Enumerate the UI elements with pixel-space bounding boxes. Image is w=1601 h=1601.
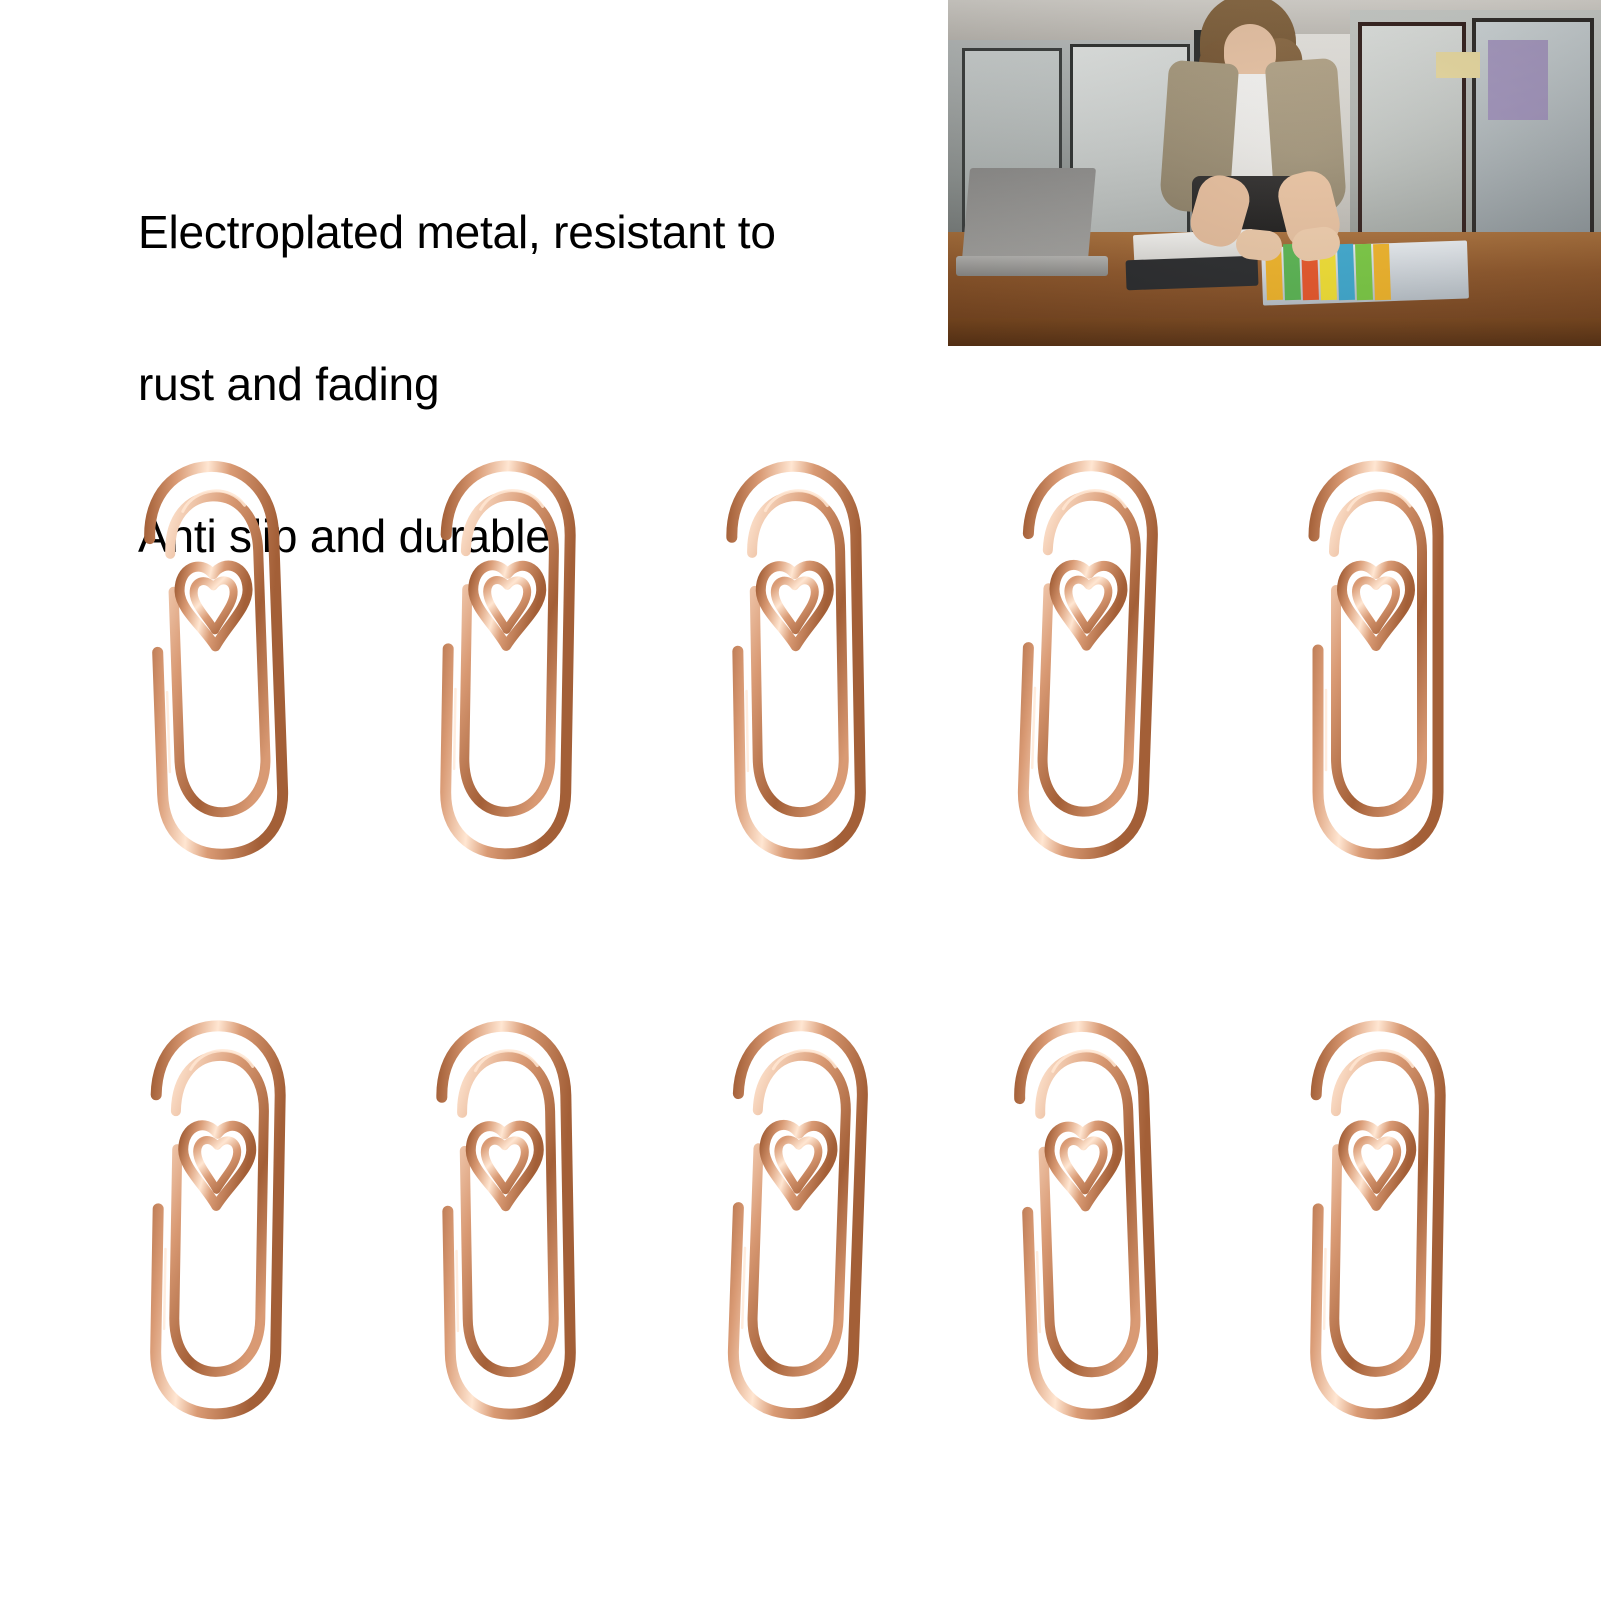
clip-highlight-left	[1037, 1252, 1040, 1332]
clip-straight-leg	[264, 543, 270, 707]
paper-clip-svg	[92, 998, 339, 1432]
clip-straight-leg	[556, 1103, 559, 1267]
clip-inner-loop	[1334, 496, 1422, 812]
clip-straight-leg	[267, 1105, 270, 1269]
photo-binder	[1126, 256, 1259, 291]
clip-highlight-left	[457, 1251, 458, 1331]
paper-clip-4	[958, 436, 1233, 885]
photo-laptop-screen	[962, 168, 1096, 260]
clip-heart-outer	[182, 1125, 251, 1206]
clip-inner-loop	[171, 1055, 265, 1372]
clip-inner-loop	[1038, 1055, 1137, 1374]
clip-heart-outer	[470, 1125, 539, 1206]
lifestyle-photo	[948, 0, 1601, 346]
photo-desk-edge	[948, 318, 1601, 346]
paper-clip-svg	[958, 996, 1213, 1434]
clip-heart-outer	[760, 565, 829, 646]
paper-clip-5	[1252, 998, 1520, 1442]
paper-clip-svg	[669, 996, 924, 1434]
photo-color-tab-5	[1337, 244, 1355, 301]
clip-inner-loop	[749, 1054, 848, 1373]
paper-clip-svg	[382, 998, 629, 1432]
paper-clip-svg	[1256, 440, 1496, 870]
photo-color-tab-6	[1355, 244, 1373, 301]
paper-clip-svg	[672, 438, 919, 872]
clip-inner-loop	[1331, 1055, 1425, 1372]
photo-laptop-base	[956, 256, 1108, 276]
headline-line-1: Electroplated metal, resistant to	[138, 206, 776, 259]
clip-straight-leg	[1427, 1105, 1430, 1269]
clip-straight-leg	[1134, 1103, 1140, 1267]
paper-clip-svg	[1252, 998, 1499, 1432]
paper-clip-1	[88, 436, 363, 885]
clip-row-2	[96, 1000, 1516, 1450]
paper-clip-4	[958, 996, 1233, 1445]
clip-inner-loop	[1039, 494, 1138, 813]
clip-straight-leg	[846, 543, 849, 707]
clip-heart-outer	[763, 1124, 834, 1207]
clip-highlight-left	[1032, 688, 1035, 768]
clip-inner-loop	[168, 495, 267, 814]
paper-clip-1	[92, 998, 360, 1442]
clip-straight-leg	[846, 1106, 852, 1270]
headline-line-2: rust and fading	[138, 357, 440, 410]
clip-straight-leg	[1136, 546, 1142, 710]
paper-clip-svg	[88, 436, 343, 874]
photo-color-tab-7	[1373, 244, 1391, 301]
product-photo-grid	[96, 440, 1516, 1480]
photo-purple-wall	[1488, 40, 1548, 120]
paper-clip-svg	[382, 438, 629, 872]
clip-inner-loop	[751, 495, 845, 812]
paper-clip-3	[668, 996, 943, 1445]
paper-clip-3	[672, 438, 940, 882]
clip-heart-outer	[1049, 1125, 1120, 1208]
paper-clip-2	[382, 438, 650, 882]
clip-row-1	[96, 440, 1516, 890]
headline-line-3: Anti slip and durable	[138, 509, 551, 562]
clip-highlight-left	[747, 691, 748, 771]
clip-highlight-left	[1324, 1249, 1325, 1329]
clip-highlight-left	[167, 692, 170, 772]
clip-highlight-left	[742, 1248, 745, 1328]
paper-clip-2	[382, 998, 650, 1442]
clip-heart-outer	[1342, 1125, 1411, 1206]
paper-clip-svg	[959, 436, 1214, 874]
clip-inner-loop	[461, 495, 555, 812]
clip-heart-outer	[1053, 564, 1124, 647]
photo-wall-sign	[1436, 52, 1480, 78]
clip-heart-outer	[179, 565, 250, 648]
clip-heart-outer	[472, 565, 541, 646]
clip-inner-loop	[461, 1055, 555, 1372]
clip-straight-leg	[557, 545, 560, 709]
clip-highlight-left	[164, 1249, 165, 1329]
paper-clip-5	[1256, 440, 1516, 880]
clip-highlight-left	[454, 689, 455, 769]
